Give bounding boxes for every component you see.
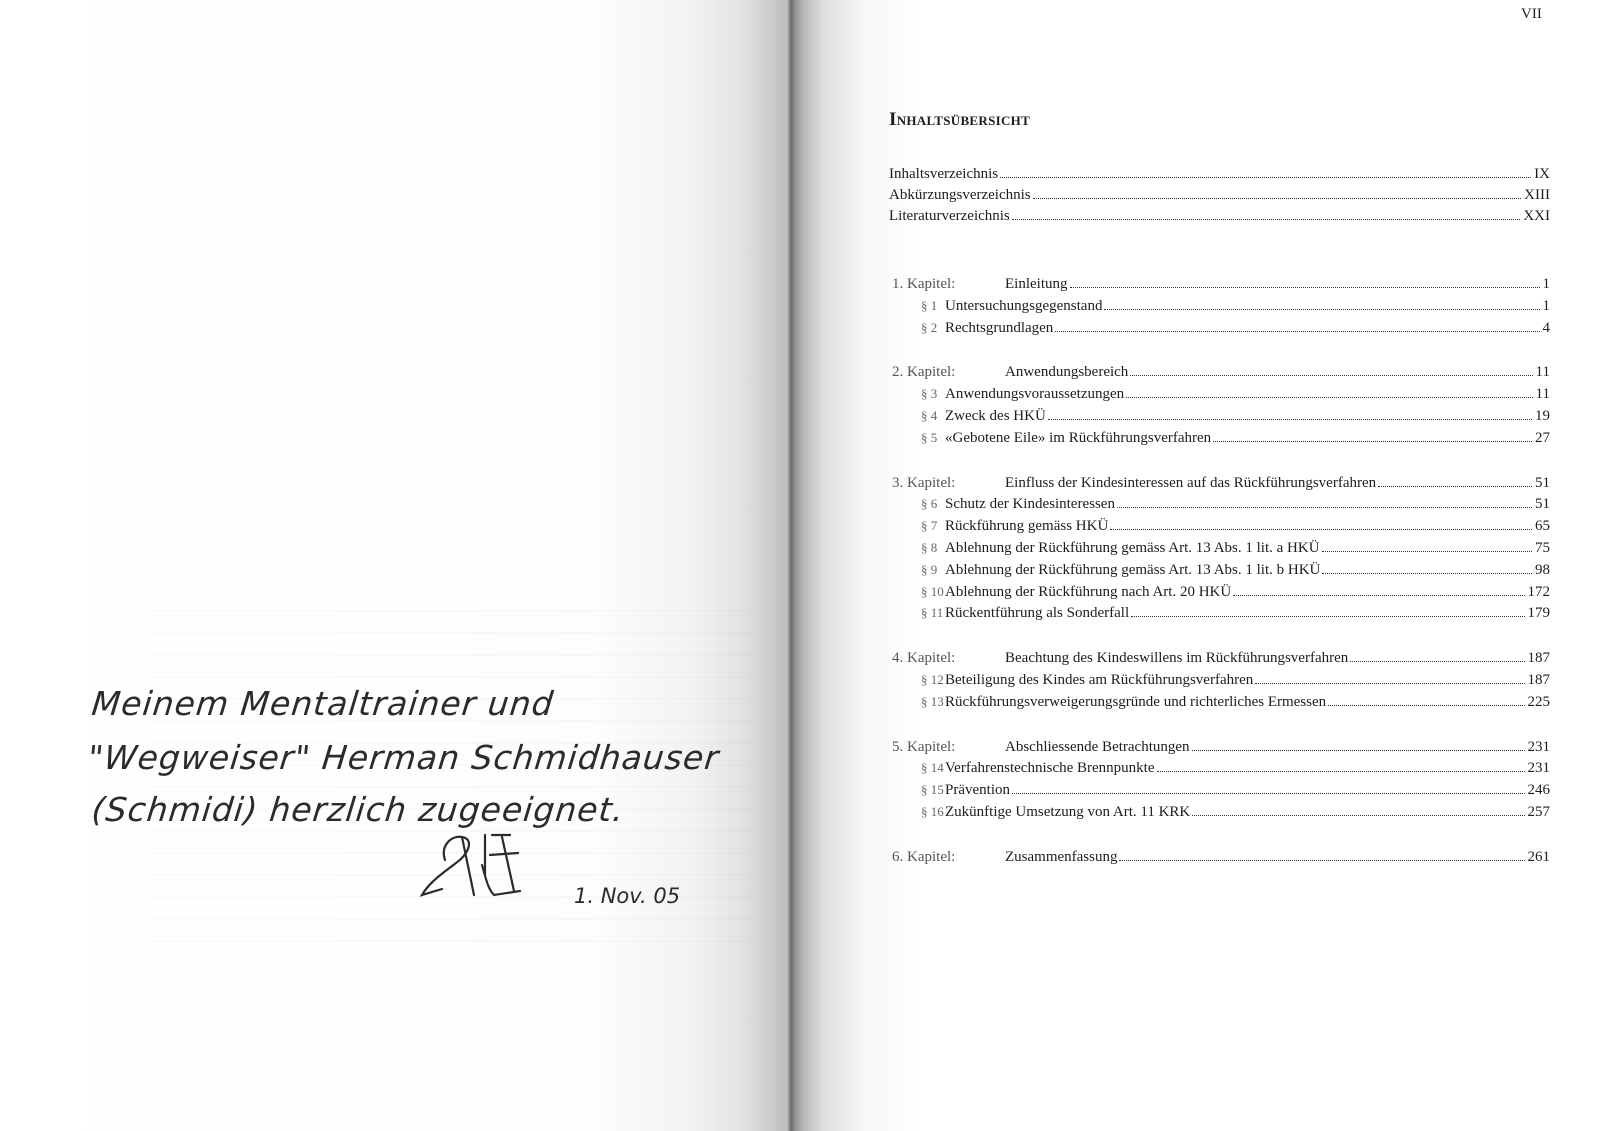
dot-leader bbox=[1119, 860, 1524, 861]
toc-page-number: 65 bbox=[1535, 518, 1550, 535]
toc-page-number: 246 bbox=[1527, 782, 1550, 799]
section-title: Rückentführung als Sonderfall bbox=[945, 605, 1130, 622]
toc-page-number: 257 bbox=[1527, 804, 1550, 820]
section-number: § 12 bbox=[921, 672, 944, 687]
section-title: «Gebotene Eile» im Rückführungsverfahren bbox=[945, 429, 1212, 446]
toc-section-entry bbox=[907, 518, 1550, 535]
toc-entry-label: Abkürzungsverzeichnis bbox=[889, 187, 1031, 203]
section-title: Rechtsgrundlagen bbox=[945, 319, 1054, 336]
dedication-date: 1. Nov. 05 bbox=[574, 884, 681, 908]
dedication-line-1: Meinem Mentaltrainer und bbox=[89, 684, 556, 723]
toc-section-entry bbox=[907, 584, 1550, 601]
dot-leader bbox=[1192, 750, 1525, 751]
dot-leader bbox=[1233, 595, 1524, 596]
section-number: § 14 bbox=[921, 760, 944, 776]
dot-leader bbox=[1131, 616, 1524, 617]
toc-section-entry bbox=[907, 694, 1550, 711]
toc-section-entry bbox=[907, 496, 1550, 513]
toc-page-number: 231 bbox=[1527, 738, 1550, 755]
section-number: § 6 bbox=[921, 496, 938, 512]
page-number: VII bbox=[1521, 6, 1542, 22]
section-title: Rückführungsverweigerungsgründe und richterliches Ermessen bbox=[945, 693, 1327, 710]
dot-leader bbox=[1322, 573, 1532, 574]
section-title: Schutz der Kindesinteressen bbox=[945, 496, 1115, 513]
toc-page-number: 231 bbox=[1527, 760, 1550, 777]
dot-leader bbox=[1322, 551, 1532, 552]
section-title: Prävention bbox=[945, 782, 1010, 799]
section-number: § 5 bbox=[921, 429, 938, 445]
toc-page-number: XXI bbox=[1523, 208, 1550, 224]
toc-page-number: 75 bbox=[1535, 540, 1550, 556]
section-number: § 10 bbox=[921, 583, 944, 599]
toc-page-number: 11 bbox=[1535, 386, 1550, 403]
toc-page-number: 4 bbox=[1542, 319, 1550, 336]
toc-entry-label: Inhaltsverzeichnis bbox=[889, 166, 999, 182]
chapter-label: 1. Kapitel: bbox=[892, 276, 956, 292]
toc-chapter-entry bbox=[892, 849, 1550, 866]
chapter-title: Zusammenfassung bbox=[1005, 848, 1118, 865]
section-number: § 11 bbox=[921, 605, 944, 621]
toc-page-number: IX bbox=[1534, 166, 1550, 182]
dot-leader bbox=[1157, 771, 1525, 772]
toc-section-entry bbox=[907, 804, 1550, 821]
toc-page-number: 225 bbox=[1527, 693, 1550, 710]
dot-leader bbox=[1070, 287, 1540, 288]
toc-section-entry bbox=[907, 672, 1550, 689]
toc-page-number: 187 bbox=[1527, 672, 1550, 688]
section-number: § 8 bbox=[921, 540, 938, 555]
toc-section-entry bbox=[907, 386, 1550, 403]
chapter-label: 3. Kapitel: bbox=[892, 474, 956, 491]
section-number: § 7 bbox=[921, 518, 938, 534]
toc-page-number: 1 bbox=[1542, 276, 1550, 292]
section-title: Rückführung gemäss HKÜ bbox=[945, 518, 1109, 535]
section-title: Beteiligung des Kindes am Rückführungsverfahren bbox=[945, 672, 1254, 688]
section-title: Untersuchungsgegenstand bbox=[945, 297, 1103, 314]
toc-chapter-entry bbox=[892, 364, 1550, 381]
toc-entry-label: Literaturverzeichnis bbox=[889, 208, 1010, 224]
toc-chapter-entry bbox=[892, 276, 1550, 293]
toc-page-number: 11 bbox=[1535, 364, 1550, 381]
toc-section-entry bbox=[907, 562, 1550, 579]
toc-section-entry bbox=[907, 540, 1550, 557]
dot-leader bbox=[1192, 815, 1524, 816]
handwritten-signature bbox=[90, 685, 790, 925]
dot-leader bbox=[1033, 198, 1522, 199]
toc-page-number: 261 bbox=[1527, 848, 1550, 865]
section-title: Ablehnung der Rückführung gemäss Art. 13 Abs. 1 lit. b HKÜ bbox=[945, 561, 1321, 578]
toc-page-number: 51 bbox=[1535, 474, 1550, 491]
dot-leader bbox=[1378, 486, 1532, 487]
toc-section-entry bbox=[907, 430, 1550, 447]
book-gutter bbox=[786, 0, 796, 1131]
section-title: Ablehnung der Rückführung nach Art. 20 HKÜ bbox=[945, 583, 1232, 600]
section-number: § 15 bbox=[921, 782, 944, 798]
section-title: Anwendungsvoraussetzungen bbox=[945, 386, 1125, 403]
toc-chapter-entry bbox=[892, 475, 1550, 492]
section-number: § 13 bbox=[921, 693, 944, 709]
section-title: Zukünftige Umsetzung von Art. 11 KRK bbox=[945, 804, 1191, 820]
toc-page-number: 179 bbox=[1527, 605, 1550, 622]
section-number: § 2 bbox=[921, 319, 938, 335]
toc-section-entry bbox=[907, 605, 1550, 622]
section-title: Zweck des HKÜ bbox=[945, 408, 1046, 424]
dot-leader bbox=[1255, 683, 1524, 684]
toc-page-number: 1 bbox=[1542, 297, 1550, 314]
chapter-title: Anwendungsbereich bbox=[1005, 364, 1129, 381]
section-number: § 3 bbox=[921, 386, 938, 402]
dot-leader bbox=[1213, 441, 1532, 442]
toc-section-entry bbox=[907, 760, 1550, 777]
chapter-label: 2. Kapitel: bbox=[892, 364, 956, 381]
toc-section-entry bbox=[907, 298, 1550, 315]
toc-page-number: 51 bbox=[1535, 496, 1550, 513]
dot-leader bbox=[1126, 397, 1532, 398]
chapter-label: 5. Kapitel: bbox=[892, 738, 956, 755]
toc-page-number: 187 bbox=[1527, 650, 1550, 667]
dot-leader bbox=[1117, 507, 1532, 508]
dot-leader bbox=[1055, 331, 1539, 332]
toc-chapter-entry bbox=[892, 739, 1550, 756]
toc-section-entry bbox=[907, 320, 1550, 337]
dot-leader bbox=[1328, 705, 1524, 706]
left-page bbox=[0, 0, 790, 1131]
dot-leader bbox=[1048, 419, 1532, 420]
chapter-title: Einleitung bbox=[1005, 276, 1068, 292]
dot-leader bbox=[1130, 375, 1532, 376]
toc-chapter-entry bbox=[892, 650, 1550, 667]
chapter-title: Einfluss der Kindesinteressen auf das Rückführungsverfahren bbox=[1005, 474, 1377, 491]
section-title: Ablehnung der Rückführung gemäss Art. 13 Abs. 1 lit. a HKÜ bbox=[945, 540, 1320, 556]
toc-front-matter-entry bbox=[889, 208, 1550, 225]
section-title: Verfahrenstechnische Brennpunkte bbox=[945, 760, 1155, 777]
section-number: § 16 bbox=[921, 804, 944, 819]
dedication-line-3: (Schmidi) herzlich zugeeignet. bbox=[89, 790, 627, 829]
dot-leader bbox=[1012, 219, 1521, 220]
toc-section-entry bbox=[907, 782, 1550, 799]
section-number: § 9 bbox=[921, 561, 938, 577]
toc-page-number: 172 bbox=[1527, 583, 1550, 600]
toc-page-number: 27 bbox=[1535, 429, 1550, 446]
toc-front-matter-entry bbox=[889, 166, 1550, 183]
toc-section-entry bbox=[907, 408, 1550, 425]
chapter-title: Beachtung des Kindeswillens im Rückführungsverfahren bbox=[1005, 650, 1349, 667]
dot-leader bbox=[1012, 793, 1525, 794]
dot-leader bbox=[1104, 309, 1539, 310]
chapter-label: 6. Kapitel: bbox=[892, 848, 956, 865]
toc-title: Inhaltsübersicht bbox=[889, 109, 1031, 130]
toc-front-matter-entry bbox=[889, 187, 1550, 204]
chapter-title: Abschliessende Betrachtungen bbox=[1005, 738, 1190, 755]
toc-page-number: 98 bbox=[1535, 561, 1550, 578]
dot-leader bbox=[1110, 529, 1532, 530]
dot-leader bbox=[1000, 177, 1531, 178]
toc-page-number: 19 bbox=[1535, 408, 1550, 424]
section-number: § 1 bbox=[921, 297, 938, 313]
toc-page-number: XIII bbox=[1524, 187, 1550, 203]
dedication-line-2: "Wegweiser" Herman Schmidhauser bbox=[85, 738, 722, 777]
dot-leader bbox=[1350, 661, 1524, 662]
section-number: § 4 bbox=[921, 408, 938, 423]
chapter-label: 4. Kapitel: bbox=[892, 650, 956, 667]
